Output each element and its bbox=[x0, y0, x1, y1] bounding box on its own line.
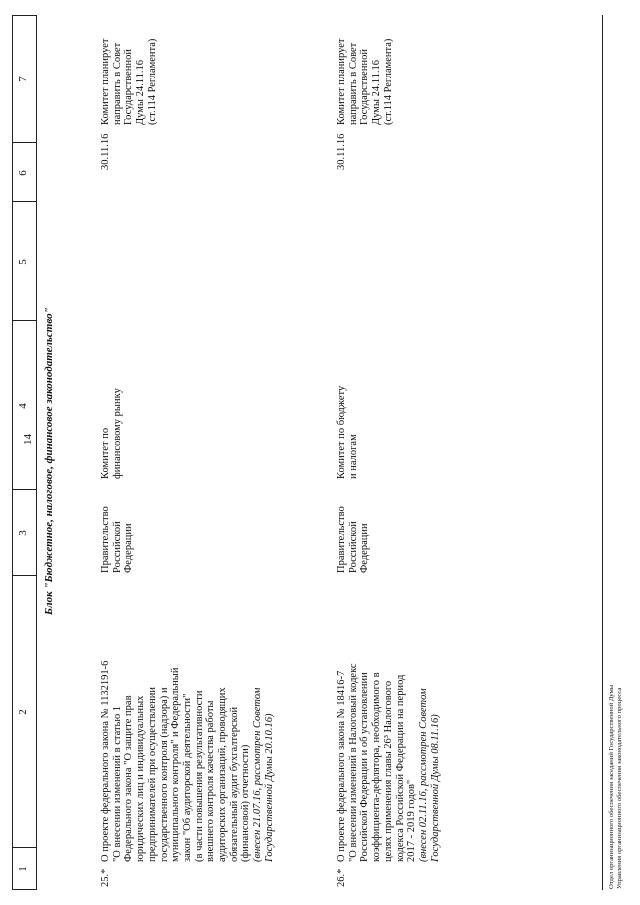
col-sep-right bbox=[12, 15, 36, 16]
col-number-5: 5 bbox=[17, 259, 29, 265]
col-number-4: 4 bbox=[17, 403, 29, 409]
table-top-line bbox=[12, 15, 13, 890]
col-sep-4 bbox=[12, 320, 36, 321]
bill-title: О проекте федерального закона № 18416-7 "О внесении изменений в Налоговый кодекс Российской Федерации и об установлении коэффициента-дефлятора, необходимого в целях применения главы 26³ Налогового кодекса Российской Федерации на период 2017 - 2019 годов" (внесен 02.11.16, рассмотрен Советом Государственной Думы 08.11.16) bbox=[336, 663, 441, 862]
col-number-7: 7 bbox=[17, 76, 29, 82]
bill-title: О проекте федерального закона № 1132191-6 "О внесении изменений в статью 1 Федерального закона "О защите прав юридических лиц и индивидуальных предпринимателей при осуществлении государственного контроля (надзора) и муниципального контроля" и Федеральный закон "Об аудиторской деятельности" (в части повышения результативности внешнего контроля качества работы аудиторских организаций, проводящих обязательный аудит бухгалтерской (финансовой) отчетности) (внесен 21.07.16, рассмотрен Советом Государственной Думы 20.10.16) bbox=[100, 660, 275, 862]
date: 30.11.16 bbox=[100, 133, 111, 170]
plan: Комитет планирует направить в Совет Государственной Думы 24.11.16 (ст.114 Регламента) bbox=[336, 38, 394, 125]
initiator: Правительство Российской Федерации bbox=[336, 506, 371, 573]
col-sep-3 bbox=[12, 489, 36, 490]
initiator: Правительство Российской Федерации bbox=[100, 506, 135, 573]
col-sep-5 bbox=[12, 201, 36, 202]
col-sep-1 bbox=[12, 847, 36, 848]
bill-note: (внесен 02.11.16, рассмотрен Советом bbox=[417, 688, 429, 862]
col-number-2: 2 bbox=[17, 709, 29, 715]
footer bbox=[608, 685, 624, 889]
plan: Комитет планирует направить в Совет Государственной Думы 24.11.16 (ст.114 Регламента) bbox=[100, 38, 158, 125]
footer-line: Отдел организационного обеспечения заседаний Государственной Думы bbox=[608, 684, 615, 889]
col-sep-2 bbox=[12, 575, 36, 576]
committee: Комитет по бюджету и налогам bbox=[336, 385, 359, 479]
col-sep-left bbox=[12, 889, 36, 890]
col-number-6: 6 bbox=[17, 170, 29, 176]
col-sep-6 bbox=[12, 142, 36, 143]
row-number: 25.* bbox=[100, 868, 111, 887]
block-title: Блок "Бюджетное, налоговое, финансовое законодательство" bbox=[43, 307, 55, 615]
bill-note: (внесен 21.07.16, рассмотрен Советом bbox=[252, 687, 264, 862]
col-number-1: 1 bbox=[17, 866, 29, 872]
page-number: 14 bbox=[22, 434, 34, 445]
col-number-3: 3 bbox=[17, 530, 29, 536]
date: 30.11.16 bbox=[336, 133, 347, 170]
footer-line: Управления организационного обеспечения законодательного процесса bbox=[616, 687, 623, 889]
table-header-bottom-line bbox=[36, 15, 37, 890]
row-number: 26.* bbox=[336, 868, 347, 887]
committee: Комитет по финансовому рынку bbox=[100, 388, 123, 479]
table-bottom-line bbox=[602, 15, 603, 890]
